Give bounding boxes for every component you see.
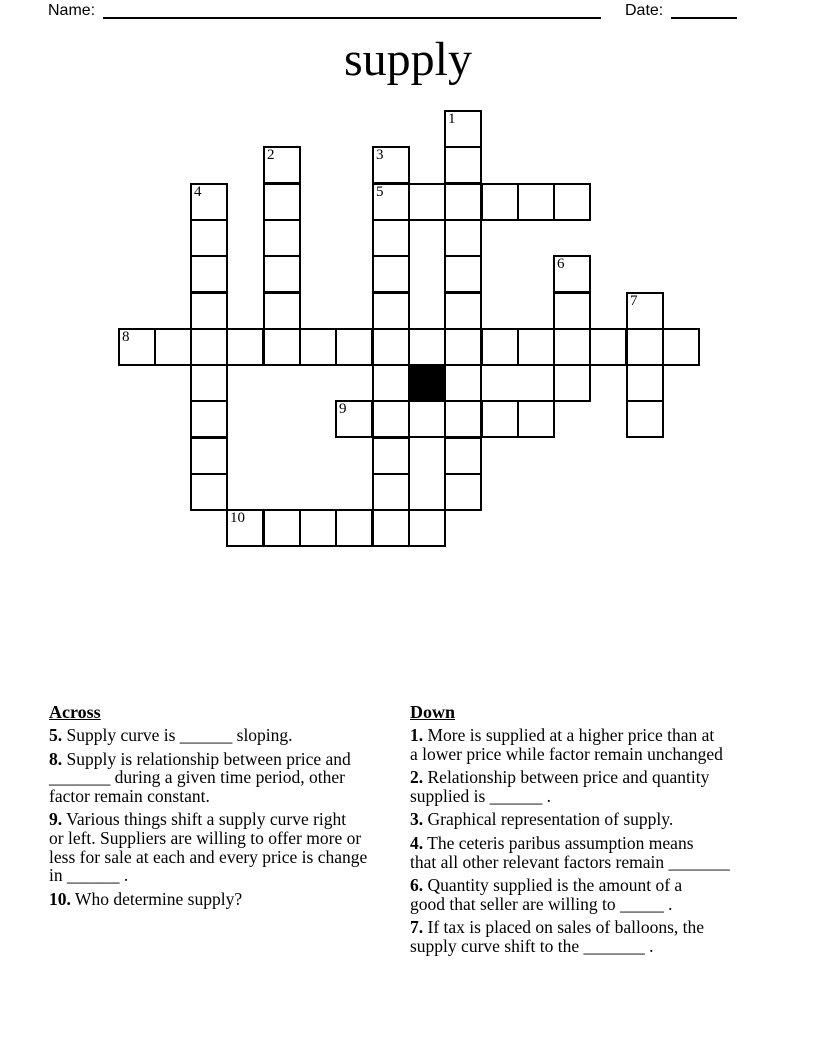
grid-cell[interactable] xyxy=(589,328,627,366)
grid-cell[interactable] xyxy=(263,219,301,257)
clue xyxy=(410,726,772,763)
grid-cell[interactable] xyxy=(190,400,228,438)
grid-cell[interactable] xyxy=(226,328,264,366)
clue-number: 7. xyxy=(410,917,424,938)
puzzle-title: supply xyxy=(343,33,472,86)
clue-number: 2. xyxy=(410,767,424,788)
across-clue-list xyxy=(49,726,405,908)
grid-cell[interactable] xyxy=(372,364,410,402)
clue-number: 10. xyxy=(49,888,71,909)
grid-cell[interactable] xyxy=(190,292,228,330)
cell-number: 6 xyxy=(557,256,565,272)
grid-cell[interactable] xyxy=(517,328,555,366)
grid-cell[interactable] xyxy=(372,219,410,257)
grid-cell[interactable] xyxy=(154,328,192,366)
grid-cell[interactable] xyxy=(408,328,446,366)
grid-cell[interactable] xyxy=(190,219,228,257)
grid-cell[interactable] xyxy=(626,328,664,366)
clue-number: 6. xyxy=(410,875,424,896)
cell-number: 7 xyxy=(630,293,638,309)
clue xyxy=(410,768,772,805)
across-clues-section xyxy=(49,703,405,913)
grid-cell[interactable] xyxy=(444,146,482,184)
clue-line: supplied is ______ . xyxy=(410,785,551,806)
grid-cell[interactable] xyxy=(263,146,301,184)
cell-number: 9 xyxy=(339,401,347,417)
clue-line: that all other relevant factors remain _______ xyxy=(410,851,730,872)
down-heading: Down xyxy=(410,702,456,722)
grid-cell[interactable] xyxy=(372,146,410,184)
grid-cell[interactable] xyxy=(226,509,264,547)
grid-cell[interactable] xyxy=(517,400,555,438)
cell-number: 4 xyxy=(194,184,202,200)
clue xyxy=(49,726,405,745)
grid-cell[interactable] xyxy=(335,328,373,366)
clue-number: 1. xyxy=(410,725,424,745)
grid-cell[interactable] xyxy=(190,328,228,366)
clue-line: less for sale at each and every price is change xyxy=(49,846,368,867)
clue-line: _______ during a given time period, other xyxy=(49,767,345,788)
grid-cell[interactable] xyxy=(444,364,482,402)
grid-cell[interactable] xyxy=(517,183,555,221)
clue-line: 5. Supply curve is ______ sloping. xyxy=(49,725,293,745)
grid-cell[interactable] xyxy=(190,364,228,402)
clue xyxy=(410,834,772,871)
grid-cell[interactable] xyxy=(481,328,519,366)
cell-number: 5 xyxy=(376,184,384,200)
grid-cell[interactable] xyxy=(444,255,482,293)
name-blank-line[interactable] xyxy=(103,17,601,19)
grid-cell[interactable] xyxy=(372,328,410,366)
grid-cell[interactable] xyxy=(626,400,664,438)
clue-line: in ______ . xyxy=(49,865,129,886)
grid-cell[interactable] xyxy=(444,110,482,148)
clue-line: 4. The ceteris paribus assumption means xyxy=(410,832,694,853)
grid-cell[interactable] xyxy=(335,509,373,547)
down-clues-section xyxy=(410,703,772,961)
clue-line: 7. If tax is placed on sales of balloons, the xyxy=(410,917,705,938)
clue xyxy=(410,876,772,913)
grid-cell[interactable] xyxy=(335,400,373,438)
clue-number: 5. xyxy=(49,725,63,745)
clue-line: 10. Who determine supply? xyxy=(49,888,243,909)
grid-cell[interactable] xyxy=(372,183,410,221)
grid-cell[interactable] xyxy=(444,437,482,475)
clue-line: a lower price while factor remain unchanged xyxy=(410,743,723,764)
clue-line: 2. Relationship between price and quantity xyxy=(410,767,710,788)
across-heading: Across xyxy=(49,702,101,722)
grid-cell[interactable] xyxy=(481,400,519,438)
clue-line: 1. More is supplied at a higher price than at xyxy=(410,725,715,745)
grid-cell[interactable] xyxy=(372,437,410,475)
grid-cell[interactable] xyxy=(190,255,228,293)
grid-cell[interactable] xyxy=(626,292,664,330)
clue xyxy=(410,918,772,955)
grid-cell[interactable] xyxy=(299,509,337,547)
grid-cell[interactable] xyxy=(263,183,301,221)
name-label: Name: xyxy=(48,2,96,19)
grid-cell[interactable] xyxy=(408,183,446,221)
grid-cell[interactable] xyxy=(190,473,228,511)
grid-cell[interactable] xyxy=(190,437,228,475)
clue xyxy=(49,810,405,884)
grid-cell[interactable] xyxy=(444,219,482,257)
clue-line: 9. Various things shift a supply curve right xyxy=(49,809,347,830)
grid-cell[interactable] xyxy=(372,292,410,330)
cell-number: 3 xyxy=(376,147,384,163)
grid-cell[interactable] xyxy=(118,328,156,366)
clue-line: 8. Supply is relationship between price and xyxy=(49,748,351,769)
grid-cell[interactable] xyxy=(372,509,410,547)
clue-number: 4. xyxy=(410,832,424,853)
clue xyxy=(410,810,772,829)
grid-cell[interactable] xyxy=(444,473,482,511)
grid-cell[interactable] xyxy=(372,400,410,438)
clue xyxy=(49,750,405,806)
grid-cell[interactable] xyxy=(299,328,337,366)
down-clue-list xyxy=(410,726,772,956)
grid-cell[interactable] xyxy=(626,364,664,402)
grid-cell[interactable] xyxy=(444,292,482,330)
clue-line: 6. Quantity supplied is the amount of a xyxy=(410,875,683,896)
clue-number: 9. xyxy=(49,809,63,830)
grid-cell[interactable] xyxy=(372,255,410,293)
grid-cell[interactable] xyxy=(444,400,482,438)
grid-cell[interactable] xyxy=(408,400,446,438)
clue-number: 3. xyxy=(410,809,424,830)
cell-number: 2 xyxy=(267,147,275,163)
clue-line: or left. Suppliers are willing to offer more or xyxy=(49,827,362,848)
grid-cell[interactable] xyxy=(190,183,228,221)
cell-number: 10 xyxy=(230,510,245,526)
clue-line: supply curve shift to the _______ . xyxy=(410,935,654,956)
grid-cell[interactable] xyxy=(263,509,301,547)
clue xyxy=(49,890,405,909)
grid-cell[interactable] xyxy=(263,292,301,330)
clue-number: 8. xyxy=(49,748,63,769)
grid-cell[interactable] xyxy=(444,328,482,366)
grid-cell[interactable] xyxy=(444,183,482,221)
grid-cell[interactable] xyxy=(553,183,591,221)
grid-cell[interactable] xyxy=(662,328,700,366)
grid-cell[interactable] xyxy=(372,473,410,511)
clue-line: factor remain constant. xyxy=(49,785,210,806)
grid-cell[interactable] xyxy=(481,183,519,221)
grid-cell[interactable] xyxy=(408,509,446,547)
clue-line: good that seller are willing to _____ . xyxy=(410,893,673,914)
date-blank-line[interactable] xyxy=(671,17,737,19)
grid-cell[interactable] xyxy=(553,255,591,293)
grid-cell[interactable] xyxy=(263,255,301,293)
clue-line: 3. Graphical representation of supply. xyxy=(410,809,674,830)
date-label: Date: xyxy=(625,2,664,19)
cell-number: 8 xyxy=(122,329,130,345)
grid-cell[interactable] xyxy=(263,328,301,366)
cell-number: 1 xyxy=(448,111,456,127)
grid-cell[interactable] xyxy=(553,328,591,366)
black-cell xyxy=(408,364,446,402)
grid-cell[interactable] xyxy=(553,292,591,330)
grid-cell[interactable] xyxy=(553,364,591,402)
